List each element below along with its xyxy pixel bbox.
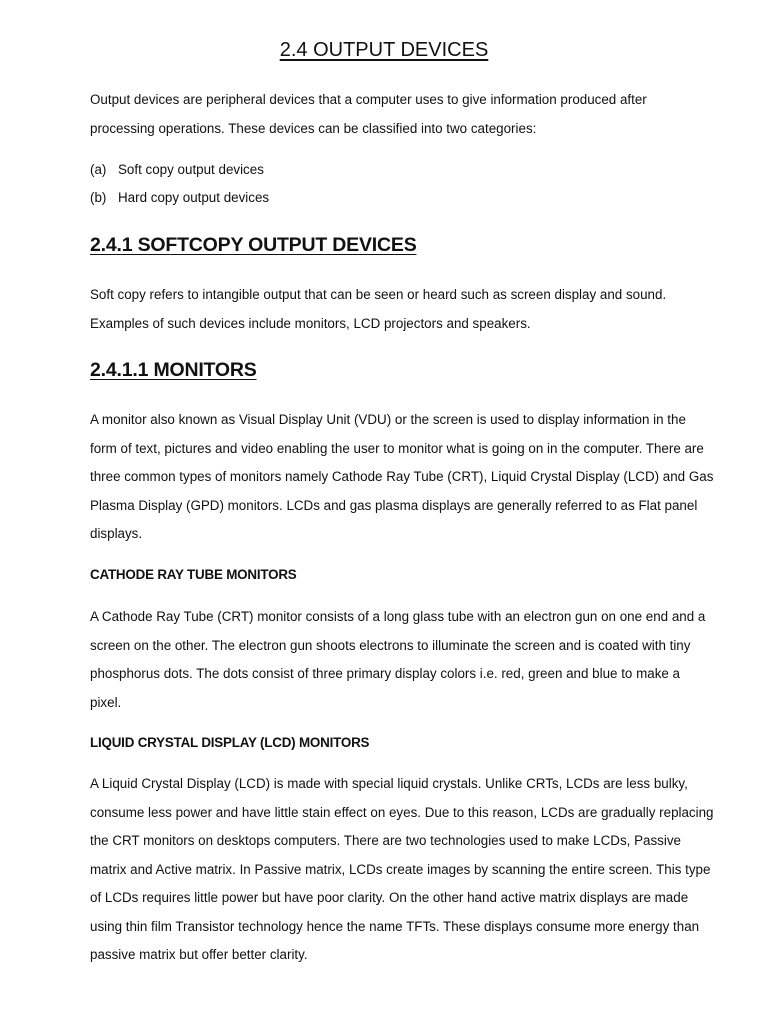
crt-heading: CATHODE RAY TUBE MONITORS (90, 567, 297, 582)
monitors-paragraph: A monitor also known as Visual Display Unit (VDU) or the screen is used to display information in the form of text, pictures and video enabling the user to monitor what is going on in the computer. There are three common types of monitors namely Cathode Ray Tube (CRT), Liquid Crystal Display (LCD) and Gas Plasma Display (GPD) monitors. LCDs and gas plasma displays are generally referred to as Flat panel displays. (90, 412, 714, 541)
lcd-paragraph: A Liquid Crystal Display (LCD) is made with special liquid crystals. Unlike CRTs, LCDs are less bulky, consume less power and have little stain effect on eyes. Due to this reason, LCDs are gradually replacing the CRT monitors on desktops computers. There are two technologies used to make LCDs, Passive matrix and Active matrix. In Passive matrix, LCDs create images by scanning the entire screen. This type of LCDs requires little power but have poor clarity. On the other hand active matrix displays are made using thin film Transistor technology hence the name TFTs. These displays consume more energy than passive matrix but offer better clarity. (90, 776, 714, 962)
crt-paragraph: A Cathode Ray Tube (CRT) monitor consists of a long glass tube with an electron gun on one end and a screen on the other. The electron gun shoots electrons to illuminate the screen and is coated with tiny phosphorus dots. The dots consist of three primary display colors i.e. red, green and blue to make a pixel. (90, 609, 706, 710)
softcopy-paragraph: Soft copy refers to intangible output that can be seen or heard such as screen display and sound. Examples of such devices include monitors, LCD projectors and speakers. (90, 287, 667, 331)
page-title: 2.4 OUTPUT DEVICES (279, 39, 489, 61)
category-item-b (90, 184, 269, 212)
category-item-a (90, 156, 264, 184)
monitors-heading: 2.4.1.1 MONITORS (90, 359, 257, 381)
list-marker: (b) (90, 190, 107, 205)
softcopy-heading: 2.4.1 SOFTCOPY OUTPUT DEVICES (90, 234, 417, 256)
intro-paragraph: Output devices are peripheral devices that a computer uses to give information produced after processing operations. These devices can be classified into two categories: (90, 92, 647, 136)
lcd-heading: LIQUID CRYSTAL DISPLAY (LCD) MONITORS (90, 735, 370, 750)
list-item-text: Soft copy output devices (118, 162, 264, 177)
list-marker: (a) (90, 162, 107, 177)
list-item-text: Hard copy output devices (118, 190, 270, 205)
